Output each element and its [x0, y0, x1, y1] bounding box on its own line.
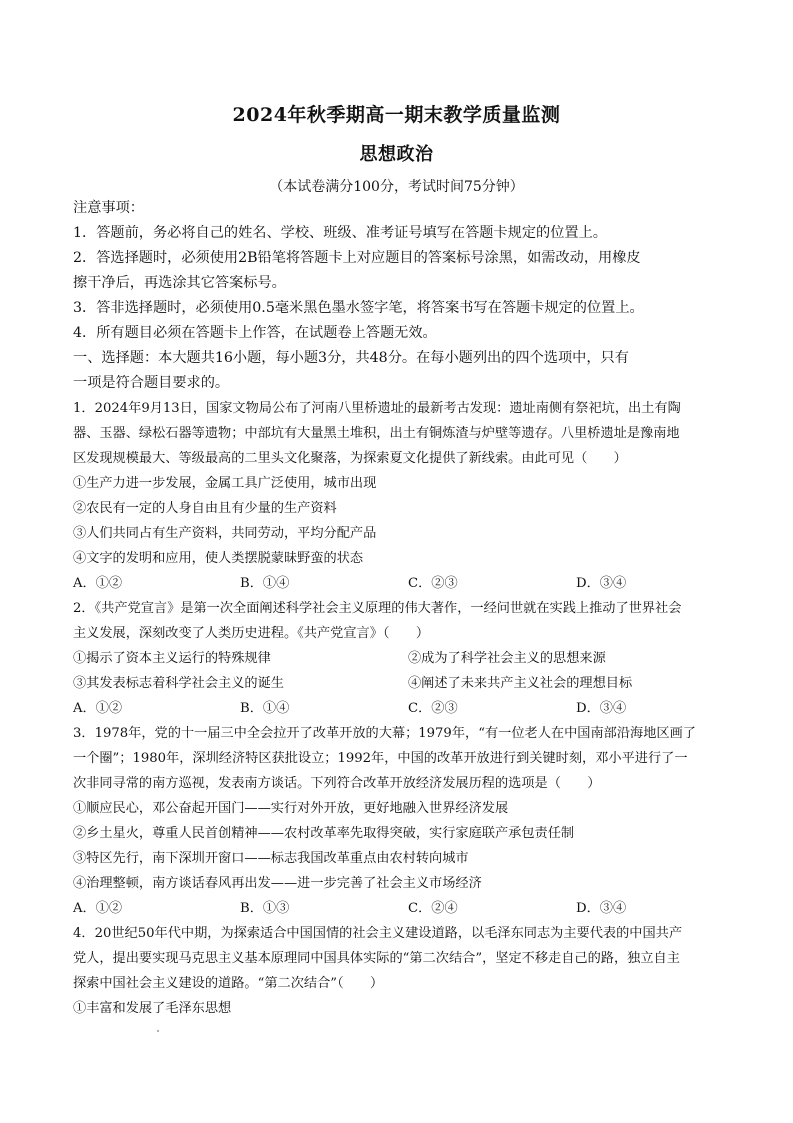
- section-heading: 一、选择题：本大题共16小题，每小题3分，共48分。在每小题列出的四个选项中，只有: [73, 350, 629, 366]
- exam-note: （本试卷满分100分，考试时间75分钟）: [269, 179, 524, 195]
- section-heading: 一项是符合题目要求的。: [73, 375, 230, 391]
- question-1-options: [73, 574, 733, 594]
- question-3-stem: 次非同寻常的南方巡视，发表南方谈话。下列符合改革开放经济发展历程的选项是（ ）: [73, 776, 601, 791]
- question-2-stem: 主义发展，深刻改变了人类历史进程。《共产党宣言》（ ）: [73, 626, 430, 641]
- option-b[interactable]: B．①③: [240, 901, 290, 916]
- instruction-item: 3．答非选择题时，必须使用0.5毫米黑色墨水签字笔，将答案书写在答题卡规定的位置上。: [73, 300, 644, 316]
- question-2-items-row: [73, 674, 733, 694]
- instruction-item: 1．答题前，务必将自己的姓名、学校、班级、准考证号填写在答题卡规定的位置上。: [73, 225, 607, 241]
- question-4-item: ①丰富和发展了毛泽东思想: [73, 1001, 232, 1016]
- option-c[interactable]: C．②④: [408, 901, 458, 916]
- option-c[interactable]: C．②③: [408, 701, 458, 716]
- option-a[interactable]: A．①②: [73, 901, 123, 916]
- question-2-item: ③其发表标志着科学社会主义的诞生: [73, 676, 284, 691]
- option-b[interactable]: B．①④: [240, 576, 290, 591]
- instruction-item: 4．所有题目必须在答题卡上作答，在试题卷上答题无效。: [73, 325, 437, 341]
- question-1-item: ②农民有一定的人身自由且有少量的生产资料: [73, 501, 337, 516]
- instructions-heading: 注意事项：: [73, 200, 144, 216]
- question-1-item: ③人们共同占有生产资料，共同劳动，平均分配产品: [73, 526, 377, 541]
- question-2-item: ④阐述了未来共产主义社会的理想目标: [408, 676, 633, 691]
- question-2-options: [73, 699, 733, 719]
- question-4-stem: 党人，提出要实现马克思主义基本原理同中国具体实际的“第二次结合”，坚定不移走自己的路，独立自主: [73, 951, 680, 966]
- question-3-item: ③特区先行，南下深圳开窗口——标志我国改革重点由农村转向城市: [73, 851, 469, 866]
- question-3-stem: 3．1978年，党的十一届三中全会拉开了改革开放的大幕；1979年，“有一位老人在中国南部沿海地区画了: [73, 726, 696, 741]
- question-4-stem: 探索中国社会主义建设的道路。“第二次结合”（ ）: [73, 976, 384, 991]
- option-a[interactable]: A．①②: [73, 576, 123, 591]
- question-3-options: [73, 899, 733, 919]
- question-2-stem: 2．《共产党宣言》是第一次全面阐述科学社会主义原理的伟大著作，一经问世就在实践上推动了世界社会: [73, 601, 682, 616]
- question-3-item: ④治理整顿，南方谈话春风再出发——进一步完善了社会主义市场经济: [73, 876, 482, 891]
- question-1-item: ①生产力进一步发展，金属工具广泛使用，城市出现: [73, 476, 377, 491]
- instruction-item: 擦干净后，再选涂其它答案标号。: [73, 275, 286, 291]
- option-d[interactable]: D．③④: [576, 576, 627, 591]
- question-2-item: ②成为了科学社会主义的思想来源: [408, 651, 606, 666]
- question-1-stem: 器、玉器、绿松石器等遗物；中部坑有大量黑土堆积，出土有铜炼渣与炉壁等遗存。八里桥遗址是豫南地: [73, 426, 680, 441]
- exam-subject: 思想政治: [359, 144, 434, 165]
- question-1-stem: 1．2024年9月13日，国家文物局公布了河南八里桥遗址的最新考古发现：遗址南侧有祭祀坑，出土有陶: [73, 401, 681, 416]
- question-4-stem: 4．20世纪50年代中期，为探索适合中国国情的社会主义建设道路，以毛泽东同志为主要代表的中国共产: [73, 926, 683, 941]
- scan-dot: [157, 1030, 159, 1032]
- question-2-item: ①揭示了资本主义运行的特殊规律: [73, 651, 271, 666]
- option-a[interactable]: A．①②: [73, 701, 123, 716]
- question-3-item: ①顺应民心，邓公奋起开国门——实行对外开放，更好地融入世界经济发展: [73, 801, 509, 816]
- option-b[interactable]: B．①④: [240, 701, 290, 716]
- question-1-item: ④文字的发明和应用，使人类摆脱蒙昧野蛮的状态: [73, 551, 364, 566]
- exam-title: 2024年秋季期高一期末教学质量监测: [232, 104, 561, 126]
- question-1-stem: 区发现规模最大、等级最高的二里头文化聚落，为探索夏文化提供了新线索。由此可见（ ）: [73, 451, 627, 466]
- option-d[interactable]: D．③④: [576, 701, 627, 716]
- question-3-item: ②乡土星火，尊重人民首创精神——农村改革率先取得突破，实行家庭联产承包责任制: [73, 826, 575, 841]
- instruction-item: 2．答选择题时，必须使用2B铅笔将答题卡上对应题目的答案标号涂黑，如需改动，用橡皮: [73, 250, 641, 266]
- question-3-stem: 一个圈”；1980年，深圳经济特区获批设立；1992年，中国的改革开放进行到关键时刻，邓小平进行了一: [73, 751, 688, 766]
- question-2-items-row: [73, 649, 733, 669]
- option-c[interactable]: C．②③: [408, 576, 458, 591]
- option-d[interactable]: D．③④: [576, 901, 627, 916]
